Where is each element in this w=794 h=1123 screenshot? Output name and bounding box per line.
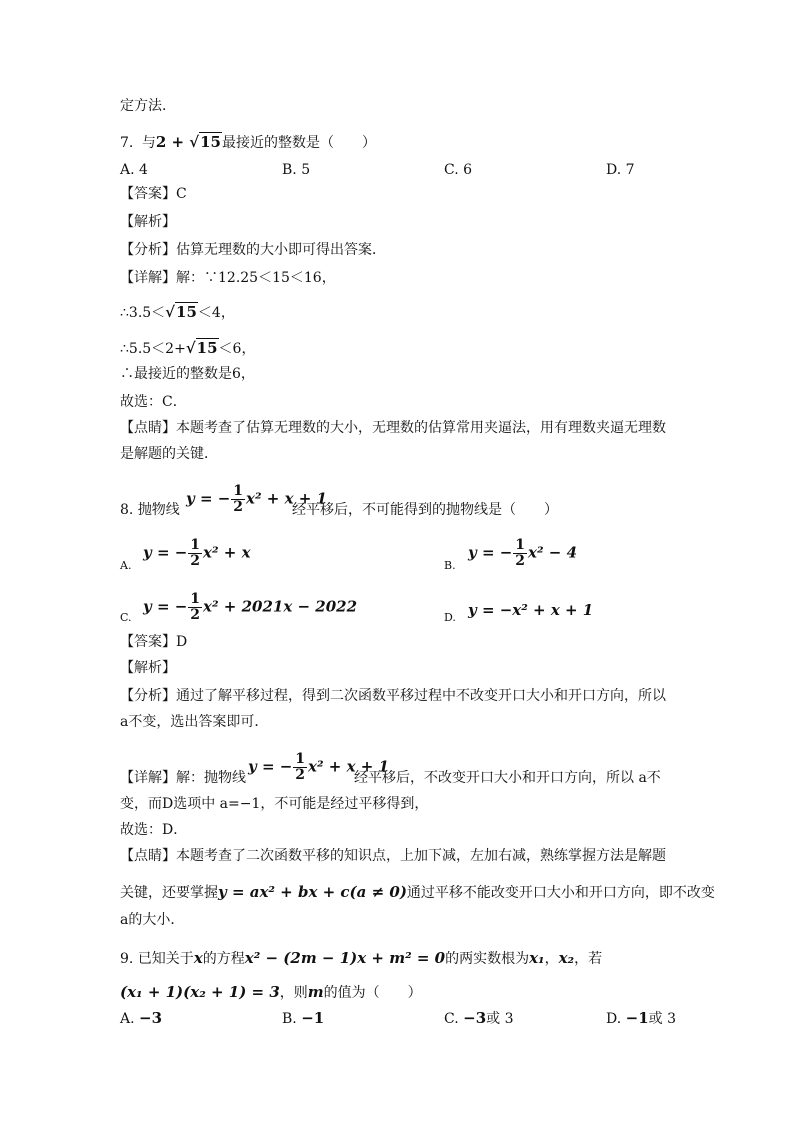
fraction: $\frac{1}{2}$ xyxy=(295,751,306,783)
sqrt-symbol: √15 xyxy=(165,303,197,321)
q7-xiangjie: 【详解】解：∵12.25＜15＜16， xyxy=(120,270,336,286)
sqrt-symbol: √15 xyxy=(185,339,218,357)
q9-stem-line2: (x₁ + 1)(x₂ + 1) = 3，则m的值为（ ） xyxy=(120,983,422,1001)
q9-option-d: D. −1或 3 xyxy=(606,1009,677,1027)
q9-option-a: A. −3 xyxy=(120,1009,163,1027)
q7-step2: ∴3.5＜√15＜4， xyxy=(120,303,235,321)
q7-dianjing: 【点睛】本题考查了估算无理数的大小，无理数的估算常用夹逼法，用有理数夹逼无理数 xyxy=(120,420,666,436)
q7-analysis-label: 【解析】 xyxy=(120,214,176,230)
q8-analysis-label: 【解析】 xyxy=(120,660,176,676)
q7-stem-math: 2 + √15 xyxy=(155,133,221,151)
q8-option-d-label: D. xyxy=(444,611,456,624)
sqrt-symbol: √15 xyxy=(189,133,221,151)
q8-dianjing-line2: 关键，还要掌握y = ax² + bx + c(a ≠ 0)通过平移不能改变开口大小和开口方向，即不改变 xyxy=(120,883,715,901)
q9-stem: 9. 已知关于x的方程x² − (2m − 1)x + m² = 0的两实数根为x₁，x₂，若 xyxy=(120,949,603,967)
q7-dianjing-line2: 是解题的关键． xyxy=(120,446,218,462)
intro-tail: 定方法． xyxy=(120,98,176,114)
fraction: $\frac{1}{2}$ xyxy=(233,483,244,515)
fraction: $\frac{1}{2}$ xyxy=(515,537,526,569)
q8-stem: 8. 抛物线 xyxy=(120,502,180,518)
q8-fenxi-line2: a不变，选出答案即可． xyxy=(120,714,269,730)
q8-option-b-formula: y = − $\frac{1}{2}$ x² − 4 xyxy=(468,537,578,569)
q8-fenxi: 【分析】通过了解平移过程，得到二次函数平移过程中不改变开口大小和开口方向，所以 xyxy=(120,688,666,704)
q7-option-b: B. 5 xyxy=(282,162,311,178)
q7-stem xyxy=(120,132,376,153)
q8-stem-post: 经平移后，不可能得到的抛物线是（ ） xyxy=(292,502,558,518)
q7-step3: ∴5.5＜2+√15＜6， xyxy=(120,339,256,357)
q7-answer: 【答案】C xyxy=(120,186,187,202)
q7-choose: 故选：C． xyxy=(120,394,187,410)
q8-option-a-label: A. xyxy=(120,559,132,572)
q8-xiangjie: 【详解】解：抛物线 xyxy=(120,770,246,786)
q8-option-c-formula: y = − $\frac{1}{2}$ x² + 2021x − 2022 xyxy=(143,591,358,623)
q7-step4: ∴最接近的整数是6， xyxy=(120,366,255,382)
q8-dianjing: 【点睛】本题考查了二次函数平移的知识点，上加下减，左加右减，熟练掌握方法是解题 xyxy=(120,848,666,864)
q7-option-a: A. 4 xyxy=(120,162,148,178)
q8-answer: 【答案】D xyxy=(120,634,188,650)
q7-fenxi: 【分析】估算无理数的大小即可得出答案． xyxy=(120,242,386,258)
q9-option-c: C. −3或 3 xyxy=(444,1009,514,1027)
q8-stem-formula: y = − $\frac{1}{2}$ x² + x + 1 xyxy=(186,483,327,515)
q8-xiangjie-line2: 变，而D选项中 a=−1，不可能是经过平移得到， xyxy=(120,796,429,812)
q8-option-b-label: B. xyxy=(444,559,456,572)
q8-xiangjie-formula: y = − $\frac{1}{2}$ x² + x + 1 xyxy=(248,751,389,783)
q8-choose: 故选：D． xyxy=(120,822,188,838)
q7-option-d: D. 7 xyxy=(606,162,635,178)
q7-stem-post: 最接近的整数是（ ） xyxy=(222,135,376,151)
q7-stem-pre: 与 xyxy=(141,135,156,151)
q9-option-b: B. −1 xyxy=(282,1009,325,1027)
q8-xiangjie-post: 经平移后，不改变开口大小和开口方向，所以 a不 xyxy=(354,770,661,786)
q7-option-c: C. 6 xyxy=(444,162,473,178)
q8-dianjing-line3: a的大小． xyxy=(120,912,185,928)
fraction: $\frac{1}{2}$ xyxy=(190,537,201,569)
q8-option-a-formula: y = − $\frac{1}{2}$ x² + x xyxy=(143,537,251,569)
q8-option-c-label: C. xyxy=(120,611,132,624)
q7-number: 7. xyxy=(120,135,134,151)
q8-option-d-formula: y = −x² + x + 1 xyxy=(468,601,594,619)
fraction: $\frac{1}{2}$ xyxy=(190,591,201,623)
